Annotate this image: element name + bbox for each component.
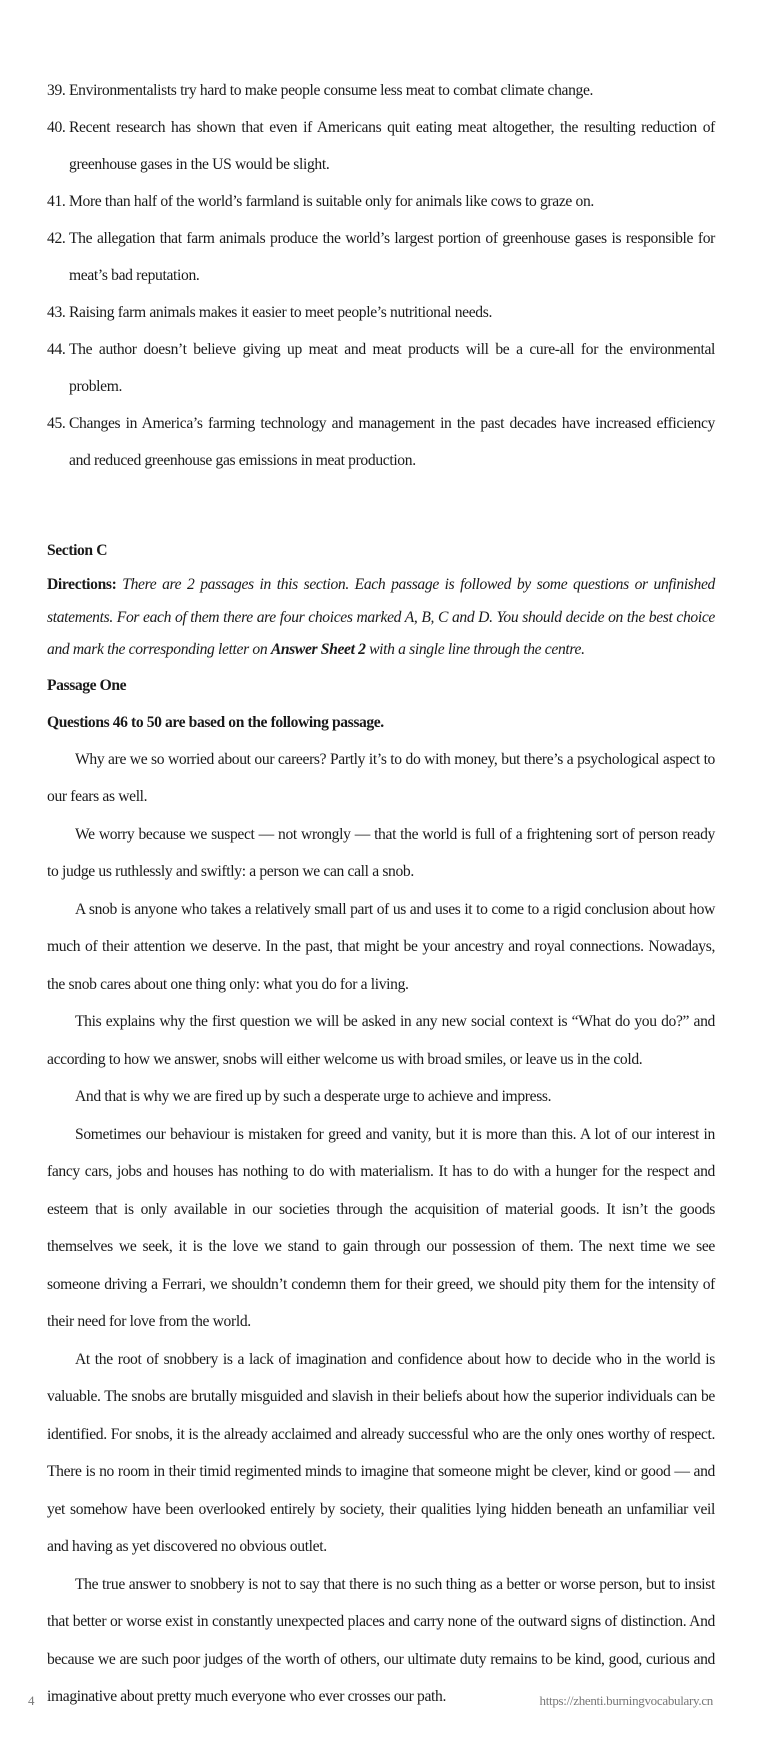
statement-text: Raising farm animals makes it easier to meet people’s nutritional needs. bbox=[69, 304, 492, 321]
statement-number: 44. bbox=[47, 341, 66, 358]
statement-text: Recent research has shown that even if Americans quit eating meat altogether, the resulting reduction of greenhouse gases in the US would be slight. bbox=[69, 119, 715, 173]
statement-number: 45. bbox=[47, 415, 66, 432]
statement-item bbox=[47, 331, 715, 405]
statement-text: The allegation that farm animals produce the world’s largest portion of greenhouse gases is responsible for meat’s bad reputation. bbox=[69, 230, 715, 284]
passage-paragraph: And that is why we are fired up by such a desperate urge to achieve and impress. bbox=[75, 1088, 552, 1105]
directions-body: There are 2 passages in this section. Each passage is followed by some questions or unfinished statements. For each of them there are four choices marked A, B, C and D. You should decide on the best choice and mark the corresponding letter on bbox=[47, 576, 715, 658]
statement-number: 42. bbox=[47, 230, 66, 247]
statement-number: 40. bbox=[47, 119, 66, 136]
section-title: Section C bbox=[47, 542, 108, 559]
statement-text: Environmentalists try hard to make people consume less meat to combat climate change. bbox=[69, 82, 594, 99]
statement-text: Changes in America’s farming technology and management in the past decades have increased efficiency and reduced greenhouse gas emissions in meat production. bbox=[69, 415, 715, 469]
passage-paragraph: Why are we so worried about our careers? Partly it’s to do with money, but there’s a psychological aspect to our fears as well. bbox=[47, 750, 715, 805]
statement-number: 39. bbox=[47, 82, 66, 99]
statement-item bbox=[47, 220, 715, 294]
page-number: 4 bbox=[28, 1693, 35, 1708]
passage-intro: Questions 46 to 50 are based on the following passage. bbox=[47, 713, 384, 731]
statement-item bbox=[47, 109, 715, 183]
statement-list bbox=[47, 72, 715, 479]
passage-paragraph: Sometimes our behaviour is mistaken for greed and vanity, but it is more than this. A lot of our interest in fancy cars, jobs and houses has nothing to do with materialism. It has to do with a hunger for the respect and esteem that is only available in our societies through the acquisition of material goods. It isn’t the goods themselves we seek, it is the love we stand to gain through our possession of them. The next time we see someone driving a Ferrari, we shouldn’t condemn them for their greed, we should pity them for the intensity of their need for love from the world. bbox=[47, 1125, 715, 1330]
directions bbox=[47, 569, 715, 667]
statement-number: 43. bbox=[47, 304, 66, 321]
directions-answer-sheet: Answer Sheet 2 bbox=[270, 641, 366, 658]
statement-item bbox=[47, 405, 715, 479]
passage-paragraph: At the root of snobbery is a lack of imagination and confidence about how to decide who in the world is valuable. The snobs are brutally misguided and slavish in their beliefs about how the superior individuals can be identified. For snobs, it is the already acclaimed and already successful who are the only ones worthy of respect. There is no room in their timid regimented minds to imagine that someone might be clever, kind or good — and yet somehow have been overlooked entirely by society, their qualities lying hidden beneath an unfamiliar veil and having as yet discovered no obvious outlet. bbox=[47, 1350, 715, 1555]
page-content bbox=[47, 72, 715, 1716]
passage-paragraph: We worry because we suspect — not wrongly — that the world is full of a frightening sort of person ready to judge us ruthlessly and swiftly: a person we can call a snob. bbox=[47, 825, 715, 880]
passage-paragraph: This explains why the first question we will be asked in any new social context is “What do you do?” and according to how we answer, snobs will either welcome us with broad smiles, or leave us in the cold. bbox=[47, 1013, 715, 1068]
directions-tail: with a single line through the centre. bbox=[365, 641, 585, 658]
footer-url: https://zhenti.burningvocabulary.cn bbox=[539, 1693, 713, 1708]
passage-paragraph: The true answer to snobbery is not to say that there is no such thing as a better or worse person, but to insist that better or worse exist in constantly unexpected places and carry none of the outward signs of distinction. And because we are such poor judges of the worth of others, our ultimate duty remains to be kind, good, curious and imaginative about pretty much everyone who ever crosses our path. bbox=[47, 1575, 715, 1705]
statement-item bbox=[47, 183, 715, 220]
passage-title: Passage One bbox=[47, 676, 127, 694]
directions-label: Directions: bbox=[47, 576, 117, 593]
statement-text: More than half of the world’s farmland is suitable only for animals like cows to graze on. bbox=[69, 193, 594, 210]
passage-paragraph: A snob is anyone who takes a relatively small part of us and uses it to come to a rigid conclusion about how much of their attention we deserve. In the past, that might be your ancestry and royal connections. Nowadays, the snob cares about one thing only: what you do for a living. bbox=[47, 900, 715, 993]
statement-text: The author doesn’t believe giving up meat and meat products will be a cure-all for the environmental problem. bbox=[69, 341, 715, 395]
statement-number: 41. bbox=[47, 193, 66, 210]
statement-item bbox=[47, 294, 715, 331]
statement-item bbox=[47, 72, 715, 109]
